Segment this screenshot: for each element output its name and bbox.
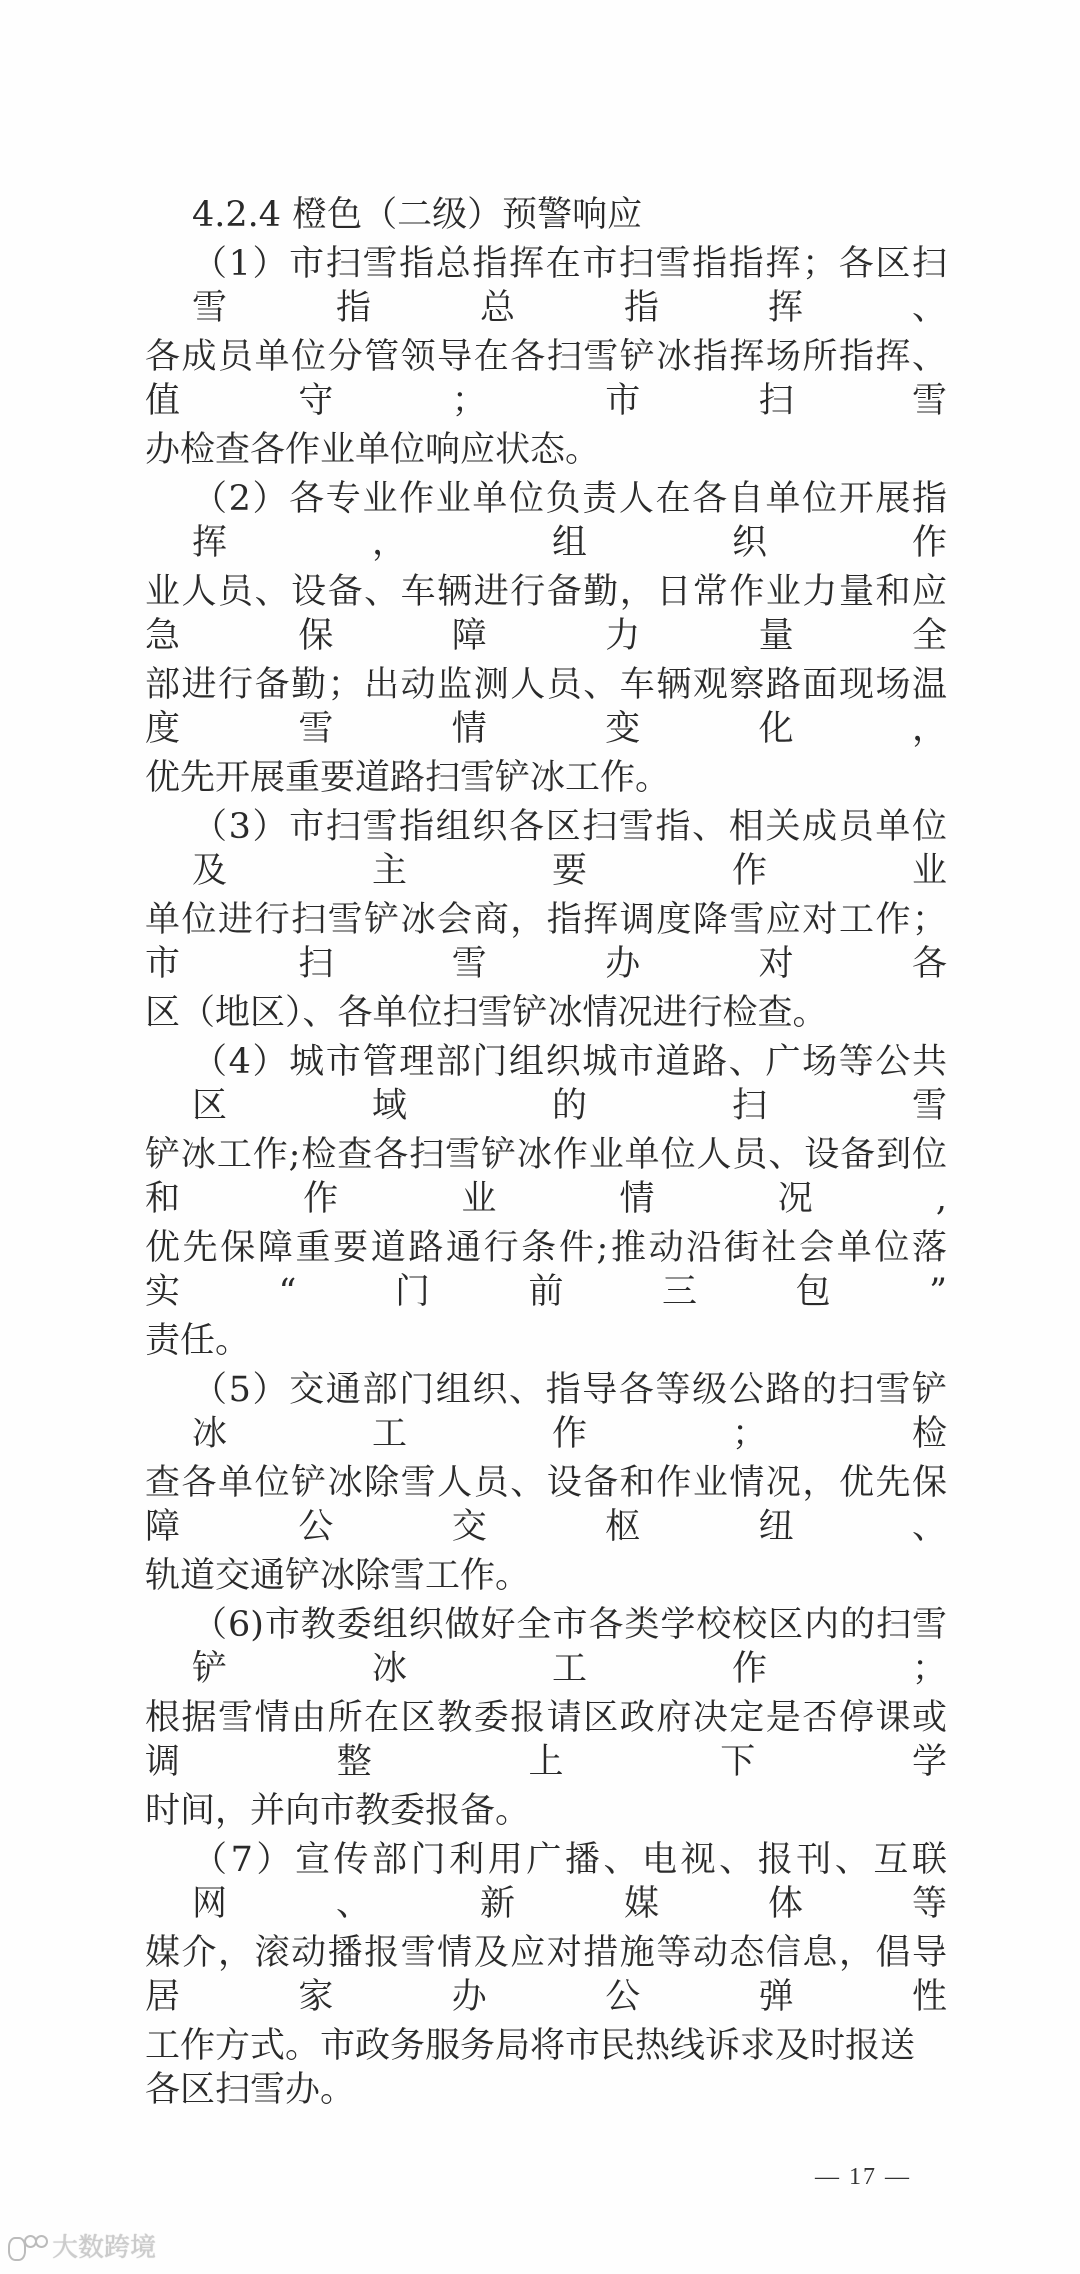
paragraph-line: 媒介，滚动播报雪情及应对措施等动态信息，倡导居家办公弹性 <box>145 1933 947 2017</box>
paragraph-line: 轨道交通铲冰除雪工作。 <box>145 1556 531 1596</box>
paragraph-first-line: （7）宣传部门利用广播、电视、报刊、互联网、新媒体等 <box>192 1840 947 1924</box>
paragraph-first-line: （2）各专业作业单位负责人在各自单位开展指挥，组织作 <box>192 479 947 563</box>
paragraph-line: 单位进行扫雪铲冰会商，指挥调度降雪应对工作；市扫雪办对各 <box>145 900 947 984</box>
paragraph-line: 时间，并向市教委报备。 <box>145 1791 531 1831</box>
paragraph-line: 查各单位铲冰除雪人员、设备和作业情况，优先保障公交枢纽、 <box>145 1463 947 1547</box>
watermark <box>8 2232 308 2264</box>
paragraph-line: 根据雪情由所在区教委报请区政府决定是否停课或调整上下学 <box>145 1698 947 1782</box>
paragraph-line: 责任。 <box>145 1321 251 1361</box>
paragraph-line: 业人员、设备、车辆进行备勤，日常作业力量和应急保障力量全 <box>145 572 947 656</box>
paragraph-line: 部进行备勤；出动监测人员、车辆观察路面现场温度雪情变化， <box>145 665 947 749</box>
paragraph-first-line: （1）市扫雪指总指挥在市扫雪指指挥；各区扫雪指总指挥、 <box>192 244 947 328</box>
watermark-logo-icon <box>8 2235 48 2261</box>
paragraph-line: 优先保障重要道路通行条件;推动沿街社会单位落实“门前三包” <box>145 1228 947 1312</box>
paragraph-first-line: （6)市教委组织做好全市各类学校校区内的扫雪铲冰工作； <box>192 1605 947 1689</box>
page-number: — 17 — <box>815 2164 911 2190</box>
paragraph-first-line: （4）城市管理部门组织城市道路、广场等公共区域的扫雪 <box>192 1042 947 1126</box>
paragraph-first-line: （5）交通部门组织、指导各等级公路的扫雪铲冰工作；检 <box>192 1370 947 1454</box>
paragraph-line: 铲冰工作;检查各扫雪铲冰作业单位人员、设备到位和作业情况, <box>145 1135 947 1219</box>
document-body <box>145 242 947 2112</box>
paragraph-line: 办检查各作业单位响应状态。 <box>145 430 601 470</box>
paragraph-line: 各成员单位分管领导在各扫雪铲冰指挥场所指挥、值守；市扫雪 <box>145 337 947 421</box>
watermark-text: 大数跨境 <box>52 2233 157 2263</box>
paragraph-line: 工作方式。市政务服务局将市民热线诉求及时报送各区扫雪办。 <box>145 2026 916 2110</box>
paragraph-first-line: （3）市扫雪指组织各区扫雪指、相关成员单位及主要作业 <box>192 807 947 891</box>
section-heading: 4.2.4 橙色（二级）预警响应 <box>192 195 643 235</box>
paragraph-line: 区（地区）、各单位扫雪铲冰情况进行检查。 <box>145 993 828 1033</box>
document-page <box>145 0 947 2192</box>
paragraph-line: 优先开展重要道路扫雪铲冰工作。 <box>145 758 671 798</box>
